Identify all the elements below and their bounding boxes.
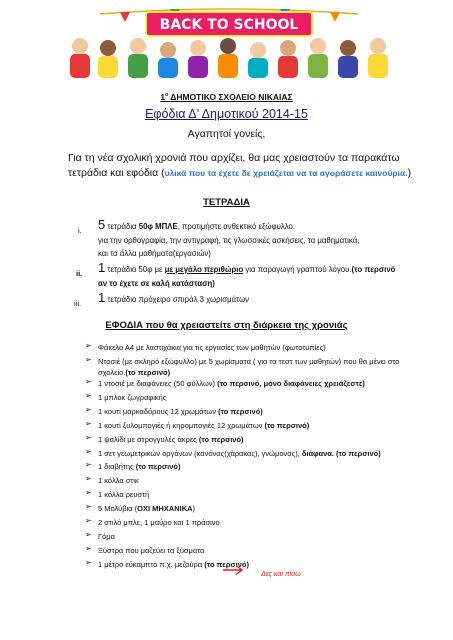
notebook-3-text-a: τετράδιο πρόχειρο σπιράλ 3 χωρισμάτων — [105, 295, 250, 304]
school-name-text: ΔΗΜΟΤΙΚΟ ΣΧΟΛΕΙΟ ΝΙΚΑΙΑΣ — [170, 92, 293, 102]
school-number-suffix: ο — [165, 92, 169, 99]
bullet-arrow-icon: ➢ — [85, 558, 92, 567]
supplies-heading: ΕΦΟΔΙΑ που θα χρειαστείτε στη διάρκεια της χρονιάς — [105, 320, 348, 331]
supply-item — [98, 559, 428, 570]
notebook-1-qty: 5 — [98, 217, 106, 232]
see-back-note: Δες και πίσω — [261, 571, 301, 578]
bullet-arrow-icon: ➢ — [85, 341, 92, 350]
bullet-arrow-icon: ➢ — [85, 516, 92, 525]
bullet-arrow-icon: ➢ — [85, 419, 92, 428]
banner-text: BACK TO SCHOOL — [159, 17, 299, 33]
notebook-1-number: i. — [78, 226, 82, 235]
supply-item — [98, 461, 428, 472]
intro-note-link[interactable]: υλικά που τα έχετε δε χρειάζεται να τα αγοράσετε καινούρια. — [164, 168, 408, 178]
bullet-arrow-icon: ➢ — [85, 391, 92, 400]
supply-item — [98, 517, 428, 528]
supply-item — [98, 489, 428, 500]
supply-item-text: 1 ντοσιέ με διαφάνειες (50 φύλλων) — [98, 379, 218, 388]
arrow-right-icon — [222, 564, 244, 576]
supply-item-note: (το περσινό) — [125, 368, 171, 377]
supply-item-text: 1 σετ γεωμετρικών οργάνων (κανόνας(χάρακας), γνώμονας), — [98, 449, 302, 458]
notebook-1-sub2: και τα άλλα μαθήματα(εργασιών) — [98, 249, 211, 258]
supply-item-text: 1 κόλλα ρευστή — [98, 490, 150, 499]
notebook-2-sub1: αν το έχετε σε καλή κατάσταση) — [98, 279, 215, 288]
bullet-arrow-icon: ➢ — [85, 530, 92, 539]
supply-item-text: 1 μέτρο εύκαμπτο π.χ. μεζούρα — [98, 560, 205, 569]
supply-item — [98, 392, 428, 403]
notebook-2-number: ii. — [76, 269, 83, 278]
bullet-arrow-icon: ➢ — [85, 502, 92, 511]
supply-item-text: 2 στιλό μπλε, 1 μαύρο και 1 πράσινο — [98, 518, 220, 527]
intro-text: Για τη νέα σχολική χρονιά που αρχίζει, θα μας χρειαστούν τα παρακάτω τετράδια και εφόδια ( — [68, 152, 400, 179]
supply-item — [98, 503, 428, 514]
supply-item-note: διάφανα. (το περσινό) — [301, 449, 381, 458]
supply-item-note: (το περσινό) — [204, 560, 249, 569]
bullet-arrow-icon: ➢ — [85, 377, 92, 386]
supply-item — [98, 475, 428, 486]
supply-item-text: Ντοσιέ (με σκληρό εξώφυλλο) με 5 χωρίσματα ( για τα τεστ των μαθητών) που θα μένει στο σχολείο. — [98, 357, 400, 377]
supply-item-note: (το περσινό, μόνο διαφάνειες χρειάζεστε) — [217, 379, 365, 388]
notebook-1-sub1: για την ορθογραφία, την αντιγραφή, τις γλωσσικές ασκήσεις, τα μαθηματικά, — [98, 236, 360, 245]
notebook-1-text-b: 50φ ΜΠΛΕ — [138, 222, 178, 231]
supply-item-note: ΟΧΙ ΜΗΧΑΝΙΚΑ — [137, 504, 193, 513]
supply-item-note: (το περσινό) — [218, 407, 263, 416]
notebook-2-text-b: με μεγάλο περιθώριο — [164, 265, 244, 274]
page-title: Εφόδια Δ’ Δημοτικού 2014-15 — [145, 107, 308, 121]
supply-item-text: Φάκελο Α4 με λαστιχάκια για τις εργασίες των μαθητών (φωτοτυπίες) — [98, 343, 326, 352]
bullet-arrow-icon: ➢ — [85, 488, 92, 497]
supply-item-text: Γόμα — [98, 532, 115, 541]
notebook-3 — [98, 292, 249, 306]
bullet-arrow-icon: ➢ — [85, 355, 92, 364]
notebook-1 — [98, 219, 295, 233]
supply-item — [98, 531, 428, 542]
notebook-2-text-a: τετράδιο 50φ με — [105, 265, 165, 274]
supply-item-note: (το περσινό) — [135, 462, 181, 471]
supply-item — [98, 406, 428, 417]
notebook-1-text-a: τετράδια — [105, 222, 139, 231]
bullet-arrow-icon: ➢ — [85, 544, 92, 553]
supply-item-end: ) — [192, 504, 196, 513]
notebook-2 — [98, 262, 395, 276]
supply-item — [98, 342, 428, 353]
bullet-arrow-icon: ➢ — [85, 433, 92, 442]
supply-item-note: (το περσινό) — [264, 421, 310, 430]
bullet-arrow-icon: ➢ — [85, 460, 92, 469]
notebook-3-number: iii. — [74, 299, 82, 308]
notebook-1-text-c: , προτιμήστε ανθεκτικό εξώφυλλο. — [177, 222, 296, 231]
supply-item — [98, 545, 428, 556]
supply-item-text: 1 κόλλα στικ — [98, 476, 139, 485]
school-number: 1 — [160, 92, 166, 102]
supply-item-text: 1 διαβήτης — [98, 462, 136, 471]
supply-item-text: 1 κουτί μαρκαδόρους 12 χρωμάτων — [98, 407, 219, 416]
supply-item — [98, 434, 428, 445]
supply-item — [98, 356, 428, 378]
notebook-2-text-d: (το περσινό — [351, 265, 396, 274]
notebooks-heading: ΤΕΤΡΑΔΙΑ — [203, 197, 250, 208]
bullet-arrow-icon: ➢ — [85, 405, 92, 414]
supply-item-text: 1 κουτί ξυλομπογιές ή κηρομπογιές 12 χρωμάτων — [98, 421, 265, 430]
intro-paragraph — [68, 151, 428, 181]
supply-item-text: 1 μπλοκ ζωγραφικής — [98, 393, 167, 402]
notebook-2-qty: 1 — [98, 260, 106, 275]
bullet-arrow-icon: ➢ — [85, 447, 92, 456]
notebook-3-qty: 1 — [98, 290, 106, 305]
supply-item — [98, 420, 428, 431]
greeting: Αγαπητοί γονείς, — [187, 128, 266, 140]
school-name — [0, 92, 453, 102]
supply-item — [98, 378, 428, 389]
notebook-2-text-c: για παραγωγή γραπτού λόγου. — [243, 265, 352, 274]
supply-item-text: 1 ψαλίδι με στρογγυλές άκρες — [98, 435, 199, 444]
back-to-school-banner — [60, 6, 398, 82]
supply-item-note: (το περσινό) — [198, 435, 244, 444]
bullet-arrow-icon: ➢ — [85, 474, 92, 483]
supply-item-text: 5 Μολύβια ( — [98, 504, 138, 513]
supply-item — [98, 448, 428, 459]
supply-item-text: Ξύστρα που μαζεύει τα ξύσματα — [98, 546, 205, 555]
intro-end: ) — [407, 167, 412, 179]
